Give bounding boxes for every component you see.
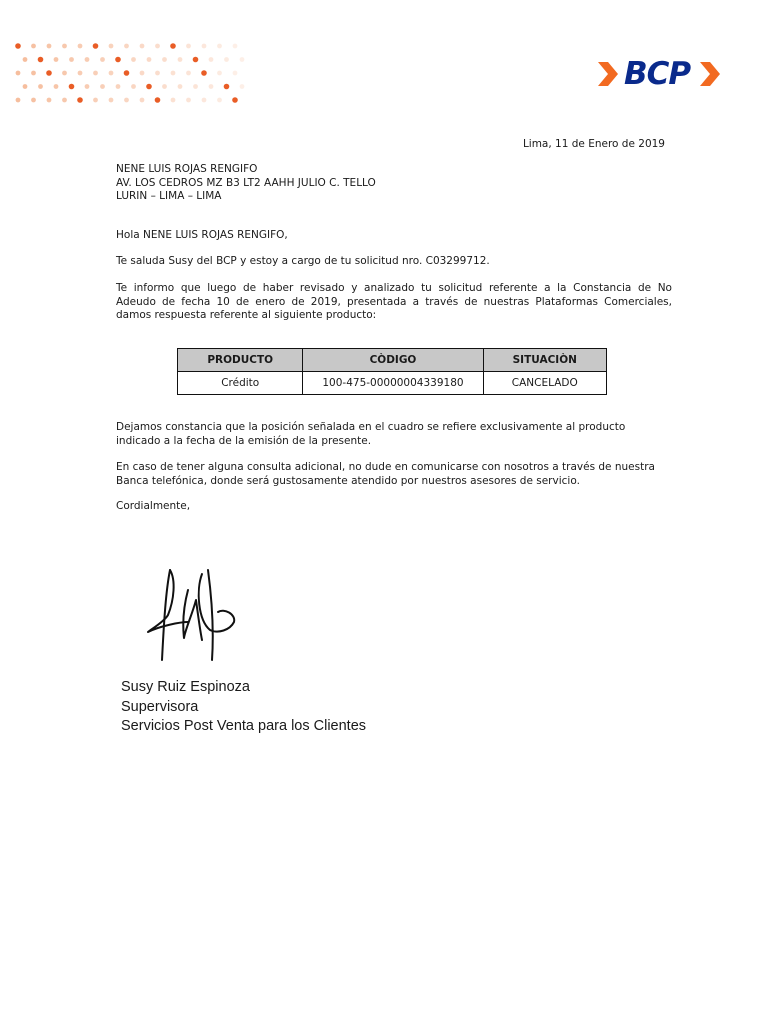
paragraph-line: indicado a la fecha de la emisión de la presente. (116, 434, 372, 447)
decorative-dot (15, 43, 21, 49)
decorative-dot (170, 43, 176, 49)
greeting: Hola NENE LUIS ROJAS RENGIFO, (116, 229, 288, 241)
table-header-row (178, 349, 607, 372)
address-line: LURIN – LIMA – LIMA (116, 190, 222, 202)
table-row (178, 372, 607, 395)
decorative-dot (155, 44, 160, 49)
paragraph-line: damos respuesta referente al siguiente producto: (116, 309, 377, 321)
decorative-dot (140, 98, 145, 103)
decorative-dot (85, 84, 90, 89)
decorative-dot (233, 71, 238, 76)
decorative-dot (202, 98, 207, 103)
decorative-dot (62, 71, 67, 76)
product-table (177, 348, 607, 395)
paragraph-line: En caso de tener alguna consulta adicional, no dude en comunicarse con nosotros a través de nuestra (116, 461, 655, 473)
decorative-dot (109, 98, 114, 103)
handwritten-signature (140, 560, 250, 670)
decorative-dot (16, 98, 21, 103)
decorative-dot (217, 71, 222, 76)
decorative-dot (115, 57, 121, 63)
decorative-dot (16, 71, 21, 76)
letter-date: Lima, 11 de Enero de 2019 (522, 138, 665, 150)
signer-block (121, 678, 366, 737)
decorative-dot (186, 71, 191, 76)
intro-line: Te saluda Susy del BCP y estoy a cargo de tu solicitud nro. C03299712. (116, 255, 490, 267)
cell-producto: Crédito (178, 372, 303, 395)
paragraph-contact (116, 461, 672, 488)
decorative-dot (162, 84, 167, 89)
paragraph-line: Adeudo de fecha 10 de enero de 2019, presentada a través de nuestras Plataformas Comerciales, (116, 295, 672, 308)
header-situacion: SITUACIÒN (483, 349, 606, 372)
decorative-dot (202, 44, 207, 49)
decorative-dot (209, 84, 214, 89)
decorative-dot (155, 97, 161, 103)
decorative-dot (186, 98, 191, 103)
decorative-dot (54, 84, 59, 89)
decorative-dot (209, 57, 214, 62)
decorative-dot (23, 57, 28, 62)
decorative-dot (31, 44, 36, 49)
decorative-dot (23, 84, 28, 89)
cell-situacion: CANCELADO (483, 372, 606, 395)
decorative-dot (147, 57, 152, 62)
decorative-dot (162, 57, 167, 62)
decorative-dot (186, 44, 191, 49)
decorative-dot (124, 70, 130, 76)
decorative-dot (77, 97, 83, 103)
decorative-dot (140, 71, 145, 76)
paragraph-request (116, 282, 672, 323)
signer-name: Susy Ruiz Espinoza (121, 679, 250, 695)
decorative-dot (109, 71, 114, 76)
paragraph-line: Dejamos constancia que la posición señalada en el cuadro se refiere exclusivamente al producto (116, 421, 626, 433)
decorative-dot (78, 44, 83, 49)
decorative-dot (193, 57, 199, 63)
address-line: AV. LOS CEDROS MZ B3 LT2 AAHH JULIO C. TELLO (116, 176, 376, 189)
decorative-dot (100, 84, 105, 89)
decorative-dot (47, 98, 52, 103)
signer-department: Servicios Post Venta para los Clientes (121, 718, 367, 734)
cell-codigo: 100-475-00000004339180 (303, 372, 483, 395)
decorative-dot (38, 84, 43, 89)
decorative-dot (131, 57, 136, 62)
decorative-dot (100, 57, 105, 62)
signer-title: Supervisora (121, 698, 199, 715)
decorative-dot (232, 97, 238, 103)
decorative-dot (54, 57, 59, 62)
decorative-dot (193, 84, 198, 89)
decorative-dot (171, 98, 176, 103)
paragraph-line: Banca telefónica, donde será gustosamente atendido por nuestros asesores de servicio. (116, 474, 580, 487)
decorative-dot (217, 44, 222, 49)
decorative-dot (116, 84, 121, 89)
header-codigo: CÒDIGO (303, 349, 483, 372)
decorative-dot (69, 57, 74, 62)
decorative-dot (109, 44, 114, 49)
decorative-dot (201, 70, 207, 76)
decorative-dot (178, 84, 183, 89)
header-producto: PRODUCTO (178, 349, 303, 372)
decorative-dot (85, 57, 90, 62)
paragraph-statement (116, 421, 672, 448)
decorative-dot (93, 98, 98, 103)
closing: Cordialmente, (116, 500, 191, 512)
decorative-dot (31, 71, 36, 76)
decorative-dot (47, 44, 52, 49)
bcp-logo-text: BCP (624, 56, 691, 92)
decorative-dot (178, 57, 183, 62)
decorative-dot (93, 71, 98, 76)
decorative-dot (224, 84, 230, 90)
recipient-address (116, 163, 376, 204)
decorative-dot (62, 98, 67, 103)
decorative-dot (171, 71, 176, 76)
decorative-dot (31, 98, 36, 103)
decorative-dot (240, 57, 245, 62)
decorative-dot (69, 84, 75, 90)
decorative-dot (240, 84, 245, 89)
decorative-dot (124, 44, 129, 49)
paragraph-line: Te informo que luego de haber revisado y analizado tu solicitud referente a la Constancia de No (116, 282, 672, 294)
decorative-dot (62, 44, 67, 49)
decorative-dot (224, 57, 229, 62)
decorative-dot (93, 43, 99, 49)
decorative-dot (38, 57, 44, 63)
decorative-dot (146, 84, 152, 90)
decorative-dot (131, 84, 136, 89)
decorative-dot (217, 98, 222, 103)
decorative-dot (46, 70, 52, 76)
decorative-dot (155, 71, 160, 76)
bcp-logo (596, 56, 726, 92)
decorative-dot-pattern (10, 38, 250, 108)
decorative-dot (233, 44, 238, 49)
decorative-dot (124, 98, 129, 103)
decorative-dot (140, 44, 145, 49)
decorative-dot (78, 71, 83, 76)
address-line: NENE LUIS ROJAS RENGIFO (116, 163, 258, 175)
